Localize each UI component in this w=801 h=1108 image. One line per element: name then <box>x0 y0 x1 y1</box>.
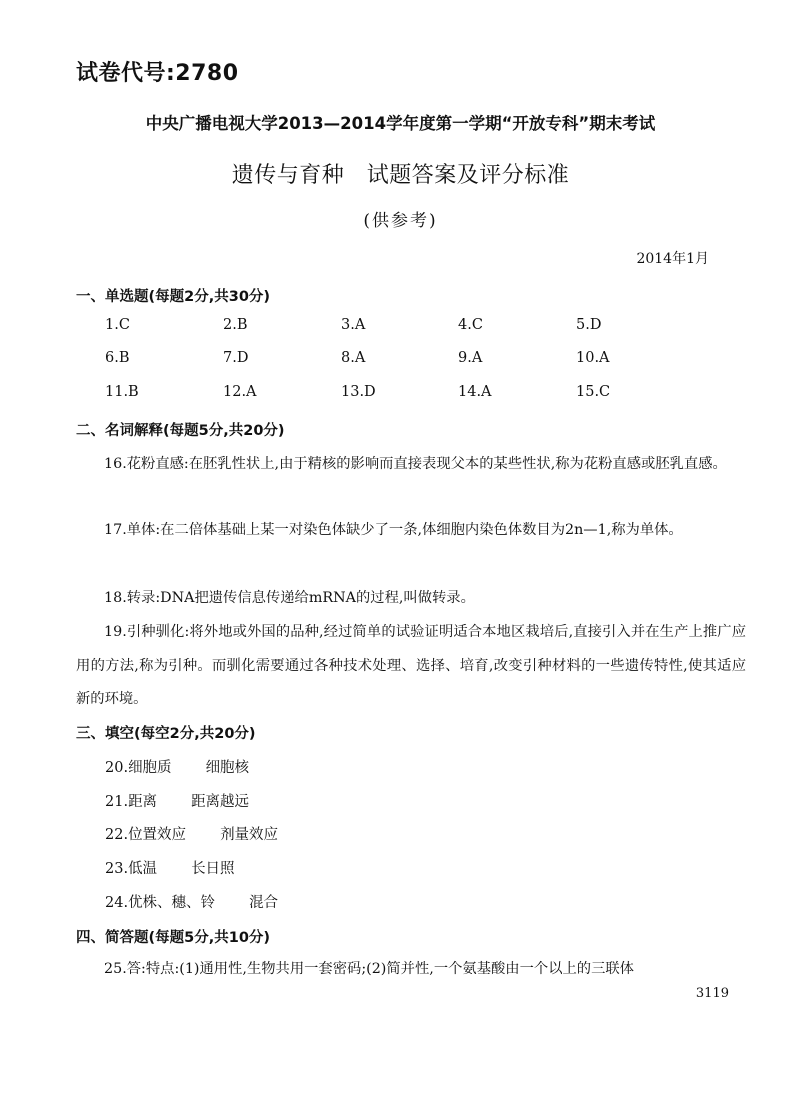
exam-date: 2014年1月 <box>636 251 709 267</box>
fill-answer-a: 距离 <box>128 794 158 810</box>
exam-code: 试卷代号:2780 <box>76 61 239 86</box>
answer-paragraph: 16.花粉直感:在胚乳性状上,由于精核的影响而直接表现父本的某些性状,称为花粉直感或胚乳直感。 <box>104 456 727 472</box>
answer-paragraph: 18.转录:DNA把遗传信息传递给mRNA的过程,叫做转录。 <box>104 590 475 606</box>
answer-item: 13.D <box>341 384 376 400</box>
section-heading-short-answer: 四、简答题(每题5分,共10分) <box>76 930 271 946</box>
answer-item: 2.B <box>223 317 248 333</box>
answer-item: 4.C <box>458 317 483 333</box>
answer-item: 10.A <box>576 350 610 366</box>
fill-answer-b: 混合 <box>249 895 279 911</box>
answer-item: 14.A <box>458 384 492 400</box>
answer-row <box>105 384 665 404</box>
fill-answer-a: 低温 <box>128 861 158 877</box>
answer-item: 8.A <box>341 350 366 366</box>
answer-item: 3.A <box>341 317 366 333</box>
answer-item: 7.D <box>223 350 249 366</box>
answer-item: 9.A <box>458 350 483 366</box>
fill-number: 23. <box>105 861 129 877</box>
fill-answer-b: 剂量效应 <box>220 827 279 843</box>
exam-header: 中央广播电视大学2013—2014学年度第一学期“开放专科”期末考试 <box>145 114 656 133</box>
fill-answer <box>105 823 278 844</box>
fill-answer <box>105 891 278 912</box>
answer-item: 12.A <box>223 384 257 400</box>
answer-item: 5.D <box>576 317 602 333</box>
fill-answer-a: 细胞质 <box>128 760 172 776</box>
answer-item: 11.B <box>105 384 139 400</box>
fill-answer-b: 细胞核 <box>205 760 250 776</box>
answer-item: 1.C <box>105 317 130 333</box>
section-heading-fill-in: 三、填空(每空2分,共20分) <box>76 726 256 742</box>
page-subtitle: (供参考) <box>363 211 438 231</box>
answer-paragraph: 25.答:特点:(1)通用性,生物共用一套密码;(2)简并性,一个氨基酸由一个以上的三联体 <box>104 961 634 977</box>
fill-answer-a: 位置效应 <box>128 827 187 843</box>
fill-answer <box>105 790 249 811</box>
fill-number: 21. <box>105 794 129 810</box>
fill-answer-b: 长日照 <box>191 861 235 877</box>
section-heading-single-choice: 一、单选题(每题2分,共30分) <box>76 289 271 305</box>
fill-answer-a: 优株、穗、铃 <box>128 895 216 911</box>
fill-answer-b: 距离越远 <box>191 794 250 810</box>
section-heading-term-definitions: 二、名词解释(每题5分,共20分) <box>76 423 285 439</box>
fill-answer <box>105 857 235 878</box>
answer-row <box>105 317 665 337</box>
answer-row <box>105 350 665 370</box>
fill-number: 20. <box>105 760 129 776</box>
fill-number: 22. <box>105 827 129 843</box>
answer-paragraph: 19.引种驯化:将外地或外国的品种,经过简单的试验证明适合本地区栽培后,直接引入并在生产上推广应用的方法,称为引种。而驯化需要通过各种技术处理、选择、培育,改变引种材料的一些遗传特性,使其适应新的环境。 <box>76 624 746 707</box>
fill-number: 24. <box>105 895 129 911</box>
answer-item: 6.B <box>105 350 130 366</box>
page-number: 3119 <box>695 986 729 1001</box>
answer-item: 15.C <box>576 384 611 400</box>
fill-answer <box>105 756 249 777</box>
answer-paragraph: 17.单体:在二倍体基础上某一对染色体缺少了一条,体细胞内染色体数目为2n—1,称为单体。 <box>104 522 683 538</box>
page-title: 遗传与育种 试题答案及评分标准 <box>231 163 570 188</box>
